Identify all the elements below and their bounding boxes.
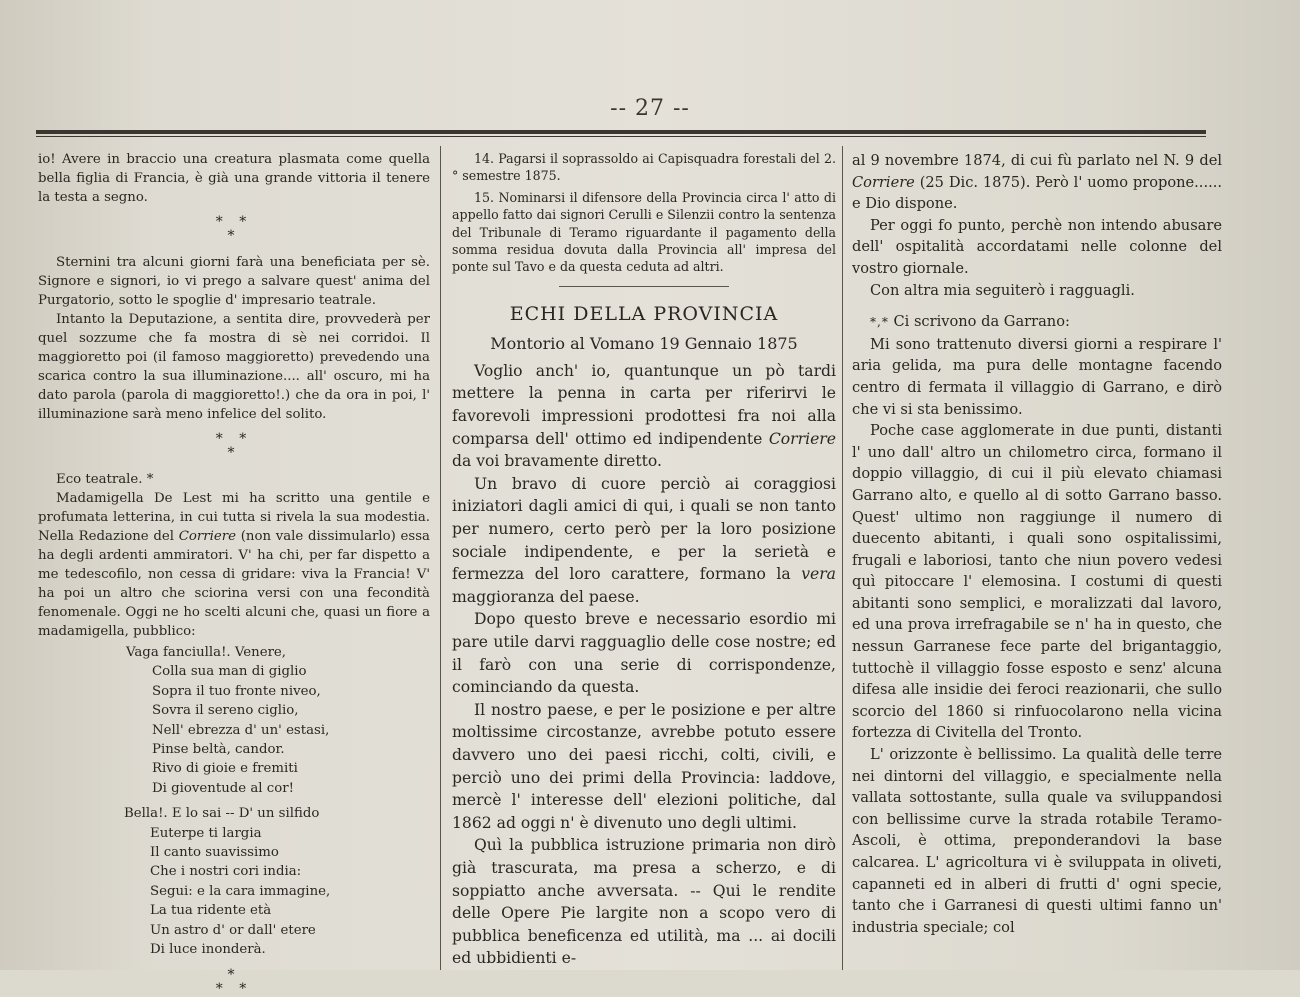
col1-paragraph-1: io! Avere in braccio una creatura plasmata come quella bella figlia di Francia, è già una grande vittoria il tenere la testa a segno.	[38, 152, 430, 205]
column-2	[452, 150, 836, 970]
col3-paragraph-5: Mi sono trattenuto diversi giorni a respirare l' aria gelida, ma pura delle montagne facendo centro di fermata il villaggio di Garrano, e dirò che vi si sta benissimo.	[852, 335, 1222, 418]
deliberation-item-14: 14. Pagarsi il soprassoldo ai Capisquadra forestali del 2.° semestre 1875.	[452, 151, 836, 184]
col2-paragraph-1: Voglio anch' io, quantunque un pò tardi mettere la penna in carta per riferirvi le favorevoli impressioni prodottesi fra noi alla comparsa dell' ottimo ed indipendente Corriere da voi bravamente diretto.	[452, 361, 836, 471]
col2-paragraph-4: Il nostro paese, e per le posizione e per altre moltissime circostanze, avrebbe potuto essere davvero uno dei paesi ricchi, colti, civili, e perciò uno dei primi della Provincia: laddove, mercè l' interesse dell' elezioni politiche, dal 1862 ad oggi n' è divenuto uno degli ultimi.	[452, 700, 836, 832]
col3-paragraph-4: *,* Ci scrivono da Garrano:	[870, 313, 1070, 331]
col3-paragraph-2: Per oggi fo punto, perchè non intendo abusare dell' ospitalità accordatami nelle colonne del vostro giornale.	[852, 216, 1222, 277]
article-body	[452, 360, 836, 970]
col1-paragraph-3: Intanto la Deputazione, a sentita dire, provvederà per quel sozzume che fa mostra di sè nei corridoi. Il maggioretto poi (il famoso maggioretto) prevedendo una scarica contro la sua illuminazione.... all' oscuro, mi ha dato parola (parola di maggioretto!.) che da ora in poi, l' illuminazione sarà meno infelice del solito.	[38, 312, 430, 422]
col3-paragraph-1: al 9 novembre 1874, di cui fù parlato nel N. 9 del Corriere (25 Dic. 1875). Però l' uomo propone...... e Dio dispone.	[852, 152, 1222, 213]
col3-paragraph-3: Con altra mia seguiterò i ragguagli.	[870, 281, 1135, 299]
col2-paragraph-2: Un bravo di cuore perciò ai coraggiosi iniziatori dagli amici di qui, i quali se non tanto per numero, certo però per la loro posizione sociale indipendente, e per la serietà e fermezza del loro carattere, formano la vera maggioranza del paese.	[452, 474, 836, 606]
col1-paragraph-4: Eco teatrale. *	[56, 472, 154, 487]
asterism-3: * * *	[215, 966, 253, 997]
col1-paragraph-5: Madamigella De Lest mi ha scritto una gentile e profumata letterina, in cui tutta si rivela la sua modestia. Nella Redazione del Corriere (non vale dissimularlo) essa ha degli ardenti ammiratori. V' ha chi, per far dispetto a me tedescofilo, non cessa di gridare: viva la Francia! V' ha poi un altro che sciorina versi con una fecondità fenomenale. Oggi ne ho scelti alcuni che, quasi un fiore a madamigella, pubblico:	[38, 491, 430, 639]
col2-paragraph-5: Quì la pubblica istruzione primaria non dirò già trascurata, ma presa a scherzo, e di soppiatto anche avversata. -- Qui le rendite delle Opere Pie largite non a scopo vero di pubblica beneficenza ed utilità, ma ... ai docili ed ubbidienti e-	[452, 836, 836, 968]
page-number: -- 27 --	[610, 96, 690, 121]
column-3	[852, 150, 1222, 970]
section-title: ECHI DELLA PROVINCIA	[509, 302, 779, 325]
header-rule	[36, 130, 1206, 137]
col1-paragraph-2: Sternini tra alcuni giorni farà una beneficiata per sè. Signore e signori, io vi prego a salvare quest' anima del Purgatorio, sotto le spoglie d' impresario teatrale.	[38, 255, 430, 308]
section-separator	[559, 286, 729, 287]
asterism-1: * * *	[215, 214, 253, 244]
col3-paragraph-6: Poche case agglomerate in due punti, distanti l' uno dall' altro un chilometro circa, formano il doppio villaggio, di cui il più elevato chiamasi Garrano alto, e quello al di sotto Garrano basso. Quest' ultimo non raggiunge il numero di duecento abitanti, i quali sono ospitalissimi, frugali e laboriosi, tanto che niun povero vedesi quì pitoccare l' elemosina. I costumi di questi abitanti sono semplici, e moralizzati dal lavoro, ed una prova irrefragabile se n' ha in questo, che nessun Garranese fece parte del brigantaggio, tuttochè il villaggio fosse esposto e senz' alcuna difesa alle insidie dei feroci reazionarii, che sullo scorcio del 1860 si rinfuocolarono nella vicina fortezza di Civitella del Tronto.	[852, 422, 1222, 742]
asterism-inline: *,*	[870, 315, 889, 330]
column-divider-2	[842, 146, 843, 970]
poem-stanza-1: Vaga fanciulla!. Venere, Colla sua man di giglio Sopra il tuo fronte niveo, Sovra il sereno ciglio, Nell' ebrezza d' un' estasi, Pinse beltà, candor. Rivo di gioie e fremiti Di gioventude al cor!	[126, 645, 330, 796]
asterism-2: * * *	[215, 431, 253, 461]
poem-stanza-2: Bella!. E lo sai -- D' un silfido Euterpe ti largia Il canto suavissimo Che i nostri cori india: Segui: e la cara immagine, La tua ridente età Un astro d' or dall' etere Di luce inonderà.	[124, 806, 331, 958]
col2-paragraph-3: Dopo questo breve e necessario esordio mi pare utile darvi ragguaglio delle cose nostre; ed il farò con una serie di corrispondenze, cominciando da questa.	[452, 610, 836, 697]
corriere-title: Corriere	[178, 529, 236, 544]
deliberation-item-15: 15. Nominarsi il difensore della Provincia circa l' atto di appello fatto dai signori Cerulli e Silenzii contro la sentenza del Tribunale di Teramo riguardante il pagamento della somma residua dovuta dalla Provincia all' impresa del ponte sul Tavo e da questa ceduta ad altri.	[452, 189, 836, 275]
dateline: Montorio al Vomano 19 Gennaio 1875	[490, 334, 798, 354]
column-1	[38, 150, 430, 997]
column-divider-1	[440, 146, 441, 970]
col3-paragraph-7: L' orizzonte è bellissimo. La qualità delle terre nei dintorni del villaggio, e specialmente nella vallata sottostante, sulla quale va sviluppandosi con bellissime curve la strada rotabile Teramo-Ascoli, è ottima, preponderandovi la base calcarea. L' agricoltura vi è sviluppata in oliveti, capanneti ed in alberi di frutti d' ogni specie, tanto che i Garranesi di questi ultimi fanno un' industria speciale; col	[852, 746, 1222, 936]
